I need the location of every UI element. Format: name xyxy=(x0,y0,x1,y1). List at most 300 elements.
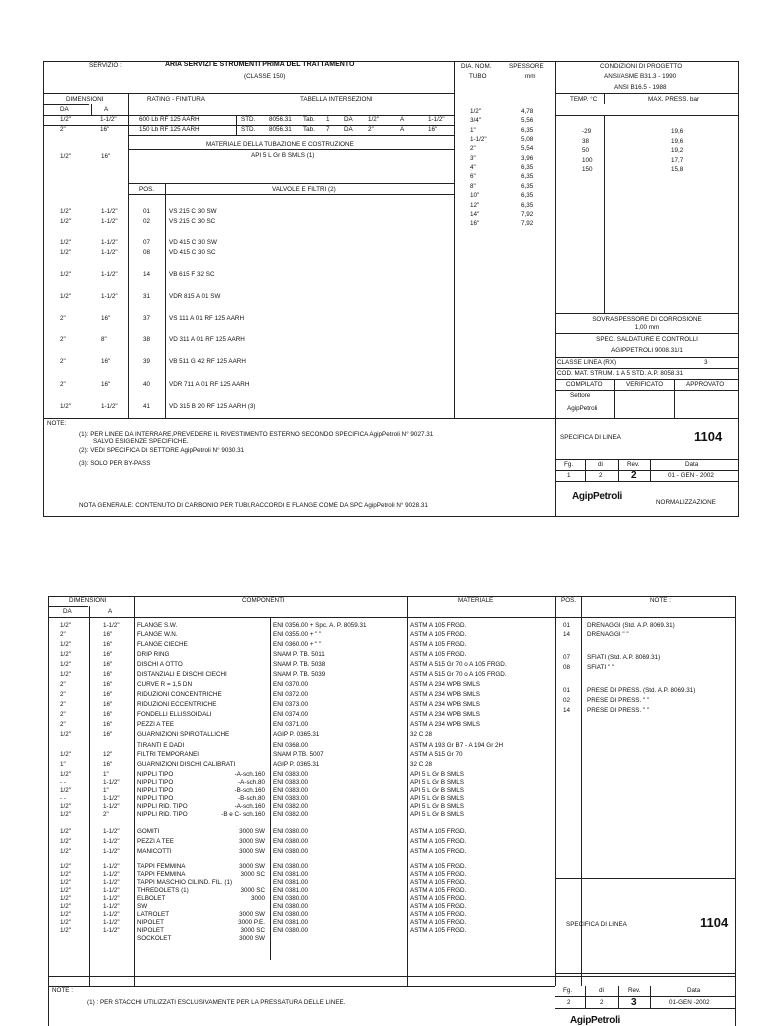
component-material: ASTM A 105 FRGD. xyxy=(410,887,467,894)
component-spec: ENI 0381.00 xyxy=(273,879,309,886)
approvato-label: APPROVATO xyxy=(686,381,725,388)
condition-temp: 150 xyxy=(582,166,593,173)
component-a: 16" xyxy=(103,731,113,738)
valve-a: 1-1/2" xyxy=(101,403,118,410)
component-a: 1-1/2" xyxy=(103,828,120,835)
component-da: 1/2" xyxy=(60,641,71,648)
component-da: 2" xyxy=(60,721,66,728)
rating-tab-n: 1 xyxy=(326,116,330,123)
component-material: ASTM A 234 WPB SMLS xyxy=(410,721,480,728)
thickness-dn: 3" xyxy=(470,154,476,162)
component-spec: ENI 0373.00 xyxy=(273,701,309,708)
rating-std: STD. xyxy=(241,126,256,133)
component-name: DISTANZIALI E DISCHI CIECHI xyxy=(137,671,227,678)
component-material: ASTM A 515 Gr 70 o A 105 FRGD. xyxy=(410,661,507,668)
rating-value: 600 Lb RF 125 AARH xyxy=(139,116,200,123)
valve-code: VS 111 A 01 RF 125 AARH xyxy=(169,315,245,322)
valve-da: 2" xyxy=(60,381,66,388)
component-name: THREDOLETS (1) xyxy=(137,887,189,894)
component-a: 16" xyxy=(103,631,113,638)
component-name: TAPPI FEMMINA xyxy=(137,871,186,878)
thickness-dn: 10" xyxy=(470,192,480,200)
thickness-dn: 2" xyxy=(470,145,476,153)
pos-note-text: SFIATI (Std. A.P. 8069.31) xyxy=(587,654,661,661)
pos-note-pos: 08 xyxy=(563,664,571,671)
thickness-mm: 7,92 xyxy=(521,210,534,218)
fg-label: Fg. xyxy=(564,461,574,468)
valve-code: VD 415 C 30 SW xyxy=(169,239,217,246)
valve-pos: 01 xyxy=(143,208,151,215)
component-material: 32 C 28 xyxy=(410,731,433,738)
thickness-dn: 1-1/2" xyxy=(470,136,487,144)
rating-da2: DA xyxy=(344,116,353,123)
s2-fg-label: Fg. xyxy=(563,987,573,994)
component-name: GOMITI xyxy=(137,828,160,835)
component-name: FLANGE CIECHE xyxy=(137,641,188,648)
component-da: 1/2" xyxy=(60,671,71,678)
component-spec: ENI 0355.00 + " " xyxy=(273,631,322,638)
component-name: NIPPLI TIPO xyxy=(137,787,174,794)
component-da: 1/2" xyxy=(60,911,71,918)
rating-da: 1/2" xyxy=(60,116,71,123)
valve-pos: 31 xyxy=(143,293,151,300)
component-a: 1-1/2" xyxy=(103,903,120,910)
component-a: 1-1/2" xyxy=(103,779,120,786)
s2-dimensioni-label: DIMENSIONI xyxy=(69,597,107,604)
component-spec: ENI 0381.00 xyxy=(273,887,309,894)
thickness-mm: 3,96 xyxy=(521,154,534,162)
component-material: ASTM A 105 FRGD. xyxy=(410,863,467,870)
component-material: API 5 L Gr B SMLS xyxy=(410,795,465,802)
spec-saldature-value: AGIPPETROLI 9008.31/1 xyxy=(611,347,683,354)
component-material: ASTM A 105 FRGD. xyxy=(410,848,467,855)
component-da: 1/2" xyxy=(60,803,71,810)
component-a: 2" xyxy=(103,811,109,818)
rating-tab: Tab. xyxy=(303,116,315,123)
component-name: FLANGE S.W. xyxy=(137,622,178,629)
classe-linea-label: CLASSE LINEA (RX) xyxy=(557,359,617,366)
valve-a: 1-1/2" xyxy=(101,249,118,256)
component-a: 16" xyxy=(103,761,113,768)
rating-to-label: A xyxy=(400,116,405,123)
component-a: 16" xyxy=(103,711,113,718)
component-material: ASTM A 515 Gr 70 o A 105 FRGD. xyxy=(410,671,507,678)
component-material: API 5 L Gr B SMLS xyxy=(410,787,465,794)
component-a: 1-1/2" xyxy=(103,863,120,870)
component-sub: 3000 SW xyxy=(239,848,265,855)
sovraspessore-label: SOVRASPESSORE DI CORROSIONE xyxy=(592,316,702,323)
valve-code: VD 415 C 30 SC xyxy=(169,249,216,256)
component-spec: ENI 0383.00 xyxy=(273,779,309,786)
dia-nom-label: DIA. NOM. xyxy=(461,63,492,70)
component-da: 2" xyxy=(60,701,66,708)
rating-da2: DA xyxy=(344,126,353,133)
component-material: API 5 L Gr B SMLS xyxy=(410,803,465,810)
std-ansi-asme: ANSI/ASME B31.3 - 1990 xyxy=(604,73,677,80)
component-name: NIPPLI TIPO xyxy=(137,779,174,786)
press-label: MAX. PRESS. bar xyxy=(648,96,700,103)
s2-rev-value: 3 xyxy=(631,997,637,1008)
fg-value: 1 xyxy=(567,472,571,479)
component-sub: -A-sch.80 xyxy=(238,779,265,786)
component-da: 1/2" xyxy=(60,661,71,668)
component-material: ASTM A 105 FRGD. xyxy=(410,631,467,638)
valve-pos: 07 xyxy=(143,239,151,246)
component-name: NIPOLET xyxy=(137,919,164,926)
component-name: RIDUZIONI ECCENTRICHE xyxy=(137,701,217,708)
valve-code: VDR 711 A 01 RF 125 AARH xyxy=(169,381,250,388)
component-a: 1-1/2" xyxy=(103,795,120,802)
component-da: 1/2" xyxy=(60,887,71,894)
valve-code: VB 615 F 32 SC xyxy=(169,271,215,278)
rating-from: 1/2" xyxy=(368,116,379,123)
component-da: 1/2" xyxy=(60,622,71,629)
condition-press: 17,7 xyxy=(671,156,684,164)
condition-temp: -29 xyxy=(582,128,592,135)
component-spec: ENI 0380.00 xyxy=(273,895,309,902)
pos-note-pos: 14 xyxy=(563,707,571,714)
nota-generale: NOTA GENERALE: CONTENUTO DI CARBONIO PER TUBI,RACCORDI E FLANGE COME DA SPC AgipPetroli N° 9028.31 xyxy=(79,502,428,509)
component-sub: -B-sch.160 xyxy=(234,787,265,794)
valve-da: 1/2" xyxy=(60,208,71,215)
note-2: (2): VEDI SPECIFICA DI SETTORE AgipPetroli N° 9030.31 xyxy=(79,447,245,454)
component-da: 1/2" xyxy=(60,848,71,855)
thickness-dn: 12" xyxy=(470,201,480,209)
thickness-mm: 6,35 xyxy=(521,173,534,181)
component-name: NIPPLI RID. TIPO xyxy=(137,803,188,810)
component-material: API 5 L Gr B SMLS xyxy=(410,779,465,786)
s2-note-1: (1) : PER STACCHI UTILIZZATI ESCLUSIVAMENTE PER LA PRESSATURA DELLE LINEE. xyxy=(87,999,346,1006)
s2-da-label: DA xyxy=(63,608,72,615)
thickness-mm: 5,08 xyxy=(521,136,534,144)
normalizzazione-label: NORMALIZZAZIONE xyxy=(656,499,716,506)
component-material: ASTM A 105 FRGD. xyxy=(410,919,467,926)
component-sub: 3000 P.E. xyxy=(238,919,265,926)
rev-label: Rev. xyxy=(627,461,640,468)
component-sub: 3000 SW xyxy=(239,828,265,835)
component-da: 2" xyxy=(60,691,66,698)
component-a: 1-1/2" xyxy=(103,803,120,810)
component-name: DRIP RING xyxy=(137,651,170,658)
component-name: TIRANTI E DADI xyxy=(137,742,185,749)
valve-pos: 41 xyxy=(143,403,151,410)
settore-label: Settore xyxy=(570,392,591,399)
component-material: ASTM A 105 FRGD. xyxy=(410,651,467,658)
component-material: ASTM A 105 FRGD. xyxy=(410,871,467,878)
component-spec: AGIP P. 0365.31 xyxy=(273,731,320,738)
thickness-dn: 1" xyxy=(470,126,476,134)
component-a: 12" xyxy=(103,751,113,758)
component-spec: SNAM P. TB. 5038 xyxy=(273,661,326,668)
condition-temp: 50 xyxy=(582,147,590,154)
component-name: GUARNIZIONI DISCHI CALIBRATI xyxy=(137,761,236,768)
s2-note-label: NOTE : xyxy=(650,597,671,604)
valve-a: 1-1/2" xyxy=(101,271,118,278)
s2-di-label: di xyxy=(599,987,604,994)
component-sub: -B-sch.80 xyxy=(238,795,265,802)
component-spec: ENI 0383.00 xyxy=(273,795,309,802)
di-label: di xyxy=(598,461,603,468)
thickness-dn: 1/2" xyxy=(470,108,481,115)
spessore-label: SPESSORE xyxy=(509,63,544,70)
component-name: NIPPLI RID. TIPO xyxy=(137,811,188,818)
thickness-dn: 16" xyxy=(470,220,480,228)
component-spec: ENI 0360.00 + " " xyxy=(273,641,322,648)
component-sub: 3000 SW xyxy=(239,863,265,870)
component-a: 1" xyxy=(103,787,109,794)
rating-to: 16" xyxy=(428,126,438,133)
valve-pos: 40 xyxy=(143,381,151,388)
valve-pos: 08 xyxy=(143,249,151,256)
note-label: NOTE: xyxy=(47,420,67,427)
tabella-label: TABELLA INTERSEZIONI xyxy=(300,96,373,103)
component-name: DISCHI A OTTO xyxy=(137,661,183,668)
pos-note-text: PRESE DI PRESS. " " xyxy=(587,697,650,704)
component-spec: ENI 0370.00 xyxy=(273,681,309,688)
temp-label: TEMP. °C xyxy=(570,96,598,103)
component-da: 1/2" xyxy=(60,871,71,878)
component-da: 1/2" xyxy=(60,903,71,910)
component-da: 1/2" xyxy=(60,895,71,902)
component-sub: 3000 SW xyxy=(239,935,265,942)
pos-note-pos: 01 xyxy=(563,622,571,629)
component-name: CURVE R = 1,5 DN xyxy=(137,681,192,688)
s2-note-title: NOTE : xyxy=(52,987,73,994)
condition-temp: 100 xyxy=(582,156,593,164)
thickness-mm: 6,35 xyxy=(521,164,534,172)
note-3: (3): SOLO PER BY-PASS xyxy=(79,460,151,467)
component-da: 1/2" xyxy=(60,838,71,845)
note-1b: SALVO ESIGENZE SPECIFICHE. xyxy=(93,438,189,445)
component-material: ASTM A 234 WPB SMLS xyxy=(410,711,480,718)
component-da: 1/2" xyxy=(60,787,71,794)
thickness-mm: 7,92 xyxy=(521,220,534,228)
component-spec: ENI 0383.00 xyxy=(273,787,309,794)
component-a: 1-1/2" xyxy=(103,622,120,629)
s2-specifica-number: 1104 xyxy=(700,915,729,930)
rating-a: 16" xyxy=(100,126,110,133)
valve-pos: 02 xyxy=(143,218,151,225)
agip-logo: AgipPetroli xyxy=(572,491,623,502)
thickness-mm: 6,35 xyxy=(521,192,534,200)
rating-std: STD. xyxy=(241,116,256,123)
component-sub: -A-sch.160 xyxy=(234,803,265,810)
s2-componenti-label: COMPONENTI xyxy=(242,597,285,604)
component-spec: ENI 0380.00 xyxy=(273,848,309,855)
component-name: RIDUZIONI CONCENTRICHE xyxy=(137,691,222,698)
component-a: 16" xyxy=(103,691,113,698)
component-da: 1/2" xyxy=(60,863,71,870)
component-spec: ENI 0382.00 xyxy=(273,803,309,810)
valvole-label: VALVOLE E FILTRI (2) xyxy=(272,186,336,193)
cod-mat-label: COD. MAT. STRUM. 1 A 5 STD. A.P. 8058.31 xyxy=(557,370,684,377)
s2-a-label: A xyxy=(108,608,113,615)
dimensioni-label: DIMENSIONI xyxy=(66,96,104,103)
rating-tab: Tab. xyxy=(303,126,315,133)
component-spec: ENI 0380.00 xyxy=(273,838,309,845)
component-spec: ENI 0383.00 xyxy=(273,771,309,778)
condition-press: 19,6 xyxy=(671,128,684,135)
rating-label: RATING - FINITURA xyxy=(147,96,205,103)
component-da: 1/2" xyxy=(60,927,71,934)
rating-to-label: A xyxy=(400,126,405,133)
component-da: 1/2" xyxy=(60,751,71,758)
component-material: ASTM A 105 FRGD. xyxy=(410,641,467,648)
component-spec: ENI 0381.00 xyxy=(273,871,309,878)
sovraspessore-value: 1,00 mm xyxy=(634,324,660,331)
component-name: SOCKOLET xyxy=(137,935,172,942)
component-spec: ENI 0382.00 xyxy=(273,811,309,818)
s2-agip-logo: AgipPetroli xyxy=(570,1015,621,1026)
condition-press: 19,6 xyxy=(671,137,684,145)
component-material: ASTM A 105 FRGD. xyxy=(410,903,467,910)
component-name: NIPPLI TIPO xyxy=(137,771,174,778)
tubo-label: TUBO xyxy=(469,73,487,80)
valve-code: VB 511 G 42 RF 125 AARH xyxy=(169,358,246,365)
agip-label: AgipPetroli xyxy=(567,405,598,412)
rating-da: 2" xyxy=(60,126,66,133)
component-material: ASTM A 105 FRGD. xyxy=(410,927,467,934)
component-material: ASTM A 105 FRGD. xyxy=(410,911,467,918)
valve-code: VD 311 A 01 RF 125 AARH xyxy=(169,336,245,343)
component-a: 1-1/2" xyxy=(103,879,120,886)
component-spec: ENI 0381.00 xyxy=(273,919,309,926)
pos-note-text: DRENAGGI " " xyxy=(587,631,629,638)
valve-da: 1/2" xyxy=(60,249,71,256)
component-a: 16" xyxy=(103,661,113,668)
component-spec: ENI 0380.00 xyxy=(273,927,309,934)
specifica-number: 1104 xyxy=(694,429,723,444)
valve-da: 2" xyxy=(60,315,66,322)
materiale-da: 1/2" xyxy=(60,153,71,160)
component-a: 16" xyxy=(103,641,113,648)
rating-value: 150 Lb RF 125 AARH xyxy=(139,126,200,133)
component-name: NIPOLET xyxy=(137,927,164,934)
component-da: 2" xyxy=(60,681,66,688)
component-da: 1/2" xyxy=(60,771,71,778)
s2-di-value: 2 xyxy=(600,999,604,1006)
component-material: API 5 L Gr B SMLS xyxy=(410,811,465,818)
valve-a: 1-1/2" xyxy=(101,218,118,225)
thickness-mm: 6,35 xyxy=(521,182,534,190)
pos-note-text: PRESE DI PRESS. (Std. A.P. 8069.31) xyxy=(587,687,696,694)
component-da: 1/2" xyxy=(60,879,71,886)
valve-code: VDR 815 A 01 SW xyxy=(169,293,221,300)
std-ansi-b16: ANSI B16.5 - 1988 xyxy=(614,84,667,91)
component-name: MANICOTTI xyxy=(137,848,172,855)
pos-note-pos: 01 xyxy=(563,687,571,694)
component-sub: 3000 SC xyxy=(240,871,265,878)
component-a: 16" xyxy=(103,721,113,728)
date-value: 01 - GEN - 2002 xyxy=(668,472,714,479)
pos-note-text: PRESE DI PRESS. " " xyxy=(587,707,650,714)
component-a: 1" xyxy=(103,771,109,778)
note-1: (1): PER LINEE DA INTERRARE,PREVEDERE IL RIVESTIMENTO ESTERNO SECONDO SPECIFICA AgipPetroli N° 9027.31 xyxy=(79,431,434,438)
component-spec: AGIP P. 0365.31 xyxy=(273,761,320,768)
valve-a: 1-1/2" xyxy=(101,239,118,246)
rating-from: 2" xyxy=(368,126,374,133)
component-da: - - xyxy=(60,779,66,786)
pos-label: POS. xyxy=(139,186,155,193)
component-spec: ENI 0356.00 + Spc. A. P. 8059.31 xyxy=(273,622,367,629)
component-a: 1-1/2" xyxy=(103,871,120,878)
component-name: TAPPI MASCHIO CILIND. FIL. (1) xyxy=(137,879,233,886)
thickness-mm: 5,54 xyxy=(521,145,534,153)
a-label: A xyxy=(104,106,109,113)
condition-press: 19,2 xyxy=(671,147,684,154)
valve-a: 8" xyxy=(101,336,107,343)
component-name: ELBOLET xyxy=(137,895,166,902)
component-material: ASTM A 234 WPB SMLS xyxy=(410,681,480,688)
component-material: ASTM A 105 FRGD. xyxy=(410,622,467,629)
pos-note-text: SFIATI " " xyxy=(587,664,615,671)
compilato-label: COMPILATO xyxy=(566,381,603,388)
component-a: 1-1/2" xyxy=(103,895,120,902)
component-name: TAPPI FEMMINA xyxy=(137,863,186,870)
component-da: 1" xyxy=(60,761,66,768)
rating-tab-no: 8056.31 xyxy=(269,126,292,133)
component-da: - - xyxy=(60,795,66,802)
valve-pos: 38 xyxy=(143,336,151,343)
component-name: SW xyxy=(137,903,148,910)
rating-tab-no: 8056.31 xyxy=(269,116,292,123)
thickness-mm: 6,35 xyxy=(521,126,534,134)
valve-a: 16" xyxy=(101,315,111,322)
pos-note-text: DRENAGGI (Std. A.P. 8069.31) xyxy=(587,622,675,629)
component-name: LATROLET xyxy=(137,911,170,918)
valve-da: 1/2" xyxy=(60,239,71,246)
component-spec: SNAM P. TB. 5039 xyxy=(273,671,326,678)
component-a: 16" xyxy=(103,681,113,688)
valve-a: 1-1/2" xyxy=(101,208,118,215)
component-da: 1/2" xyxy=(60,731,71,738)
di-value: 2 xyxy=(599,472,603,479)
rev-value: 2 xyxy=(631,470,637,481)
component-da: 2" xyxy=(60,711,66,718)
valve-da: 1/2" xyxy=(60,403,71,410)
classe-linea-value: 3 xyxy=(704,359,708,366)
mm-label: mm xyxy=(525,73,536,80)
thickness-dn: 14" xyxy=(470,210,480,218)
component-spec: ENI 0380.00 xyxy=(273,911,309,918)
thickness-mm: 5,56 xyxy=(521,117,534,125)
component-spec: ENI 0371.00 xyxy=(273,721,309,728)
component-a: 1-1/2" xyxy=(103,911,120,918)
component-name: FLANGE W.N. xyxy=(137,631,178,638)
component-a: 16" xyxy=(103,671,113,678)
component-name: FILTRI TEMPORANEI xyxy=(137,751,200,758)
materiale-tubazione-label: MATERIALE DELLA TUBAZIONE E COSTRUZIONE xyxy=(206,141,354,148)
s2-rev-label: Rev. xyxy=(628,987,641,994)
component-sub: 3000 xyxy=(250,895,265,902)
component-sub: 3000 SW xyxy=(239,838,265,845)
component-material: ASTM A 515 Gr 70 xyxy=(410,751,463,758)
valve-a: 16" xyxy=(101,358,111,365)
component-name: PEZZI A TEE xyxy=(137,721,174,728)
classe-label: (CLASSE 150) xyxy=(244,73,286,80)
component-material: API 5 L Gr B SMLS xyxy=(410,771,465,778)
da-label: DA xyxy=(60,106,69,113)
materiale-a: 16" xyxy=(101,153,111,160)
materiale-value: API 5 L Gr B SMLS (1) xyxy=(251,152,315,159)
valve-code: VS 215 C 30 SW xyxy=(169,208,217,215)
component-a: 16" xyxy=(103,651,113,658)
thickness-dn: 6" xyxy=(470,173,476,181)
s2-date-value: 01-GEN -2002 xyxy=(669,999,710,1006)
component-name: PEZZI A TEE xyxy=(137,838,174,845)
servizio-value: ARIA SERVIZI E STRUMENTI PRIMA DEL TRATTAMENTO xyxy=(165,61,355,68)
thickness-mm: 4,78 xyxy=(521,108,534,115)
